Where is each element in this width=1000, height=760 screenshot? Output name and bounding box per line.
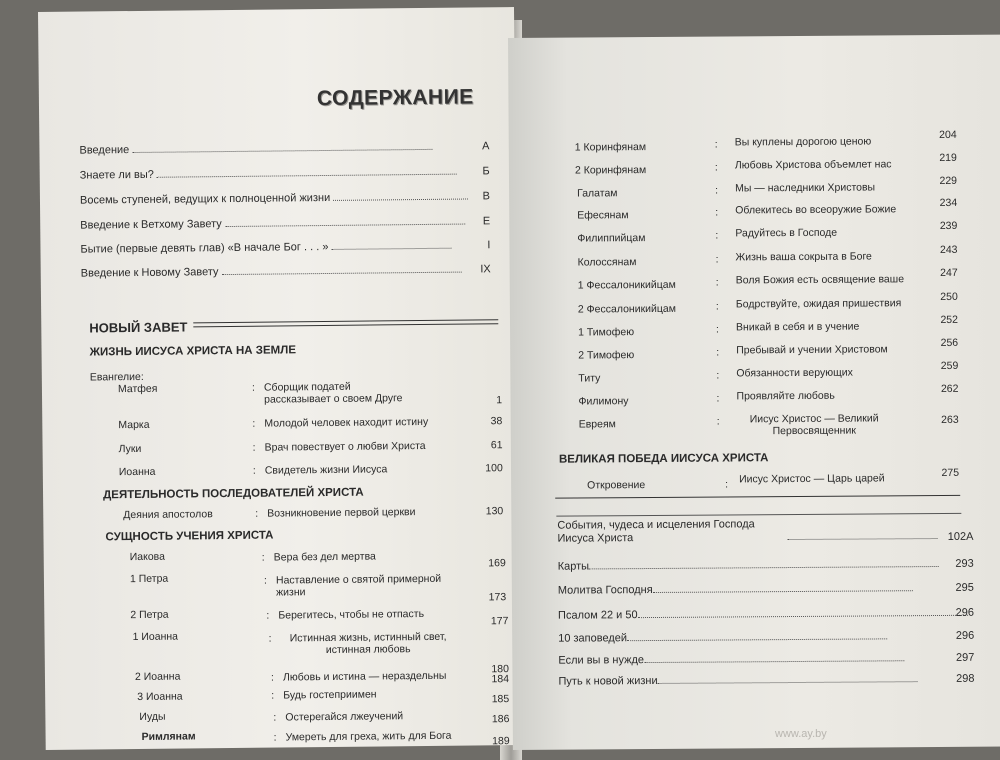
section-heading: ВЕЛИКАЯ ПОБЕДА ИИСУСА ХРИСТА <box>558 452 769 466</box>
page-number: 247 <box>940 266 958 279</box>
book-name: Галатам <box>577 187 618 200</box>
watermark: www.ay.by <box>775 728 827 740</box>
page-number: 38 <box>490 415 503 428</box>
colon: : <box>716 346 720 359</box>
leader-dots <box>638 615 968 618</box>
section-heading: ДЕЯТЕЛЬНОСТЬ ПОСЛЕДОВАТЕЛЕЙ ХРИСТА <box>103 486 364 502</box>
page-number: 234 <box>939 196 958 209</box>
book-name: Откровение <box>587 479 646 492</box>
book-name: Колоссянам <box>577 256 637 269</box>
book-name: 2 Тимофею <box>578 349 635 362</box>
chapter-title: Проявляйте любовь <box>736 389 835 403</box>
chapter-title: Обязанности верующих <box>736 366 853 380</box>
intro-item: Введение к Ветхому Завету Е <box>80 215 491 232</box>
colon: : <box>252 417 256 430</box>
intro-item: Знаете ли вы? Б <box>79 165 490 182</box>
gospels-label: Евангелие: <box>89 370 144 384</box>
chapter-title: Иисус Христос — Царь царей <box>739 472 885 486</box>
chapter-title: Будь гостеприимен <box>283 688 377 702</box>
chapter-title: Сборщик податей рассказывает о своем Друге <box>263 380 403 406</box>
colon: : <box>725 478 729 491</box>
page-number: 295 <box>955 581 974 594</box>
book-name: Марка <box>118 418 150 432</box>
page-number: 189 <box>492 735 510 748</box>
right-page <box>508 35 1000 750</box>
extras-item <box>558 607 974 622</box>
leader-dots <box>331 248 451 250</box>
book-name: Титу <box>578 372 601 385</box>
leader-dots <box>157 174 457 178</box>
colon: : <box>261 551 265 564</box>
page-number: 275 <box>941 466 960 479</box>
book-name: Филиппийцам <box>577 232 646 245</box>
intro-item: Введение A <box>79 140 490 157</box>
chapter-title: Свидетель жизни Иисуса <box>264 463 388 477</box>
extras-label: Псалом 22 и 50 <box>557 609 638 622</box>
page-number: 185 <box>491 693 510 706</box>
page-number: 263 <box>941 413 959 426</box>
page-number: 296 <box>955 606 975 619</box>
chapter-title: Воля Божия есть освящение ваше <box>735 273 905 287</box>
book-name: 1 Фессалоникийцам <box>577 278 676 292</box>
intro-item: Бытие (первые девять глав) «В начале Бог . . . » I <box>80 239 491 256</box>
chapter-title: Бодрствуйте, ожидая пришествия <box>735 297 902 311</box>
book-name: 1 Иоанна <box>132 630 179 644</box>
page-number: 184 <box>491 673 510 686</box>
book-name: 3 Иоанна <box>137 690 183 703</box>
section-heading: ЖИЗНЬ ИИСУСА ХРИСТА НА ЗЕМЛЕ <box>89 344 297 359</box>
colon: : <box>273 731 277 744</box>
section-rule <box>555 495 960 499</box>
leader-dots <box>132 149 432 153</box>
colon: : <box>252 441 256 454</box>
chapter-title: Берегитесь, чтобы не отпасть <box>278 607 425 622</box>
book-name: Деяния апостолов <box>123 508 213 522</box>
leader-dots <box>653 590 913 593</box>
chapter-title: Наставление о святой примерной жизни <box>275 572 442 599</box>
chapter-title: Облекитесь во всеоружие Божие <box>735 203 897 217</box>
chapter-title: Возникновение первой церкви <box>267 506 416 520</box>
book-name: 1 Коринфянам <box>574 141 647 154</box>
colon: : <box>715 229 719 242</box>
section-heading: СУЩНОСТЬ УЧЕНИЯ ХРИСТА <box>105 529 274 544</box>
leader-dots <box>644 660 904 663</box>
colon: : <box>715 253 719 266</box>
colon: : <box>255 507 259 520</box>
colon: : <box>716 415 720 428</box>
page-number: 243 <box>939 243 958 256</box>
page-number: 293 <box>955 557 974 570</box>
leader-dots <box>333 199 468 201</box>
colon: : <box>716 369 720 382</box>
book-name: 2 Петра <box>130 608 169 622</box>
colon: : <box>714 138 718 151</box>
page-number: 169 <box>488 557 506 570</box>
colon: : <box>716 392 720 405</box>
colon: : <box>715 184 719 197</box>
leader-dots <box>788 538 938 540</box>
leader-dots <box>589 566 939 569</box>
chapter-title: Мы — наследники Христовы <box>735 181 876 195</box>
colon: : <box>252 464 256 477</box>
book-name: 1 Тимофею <box>578 326 635 339</box>
contents-title: СОДЕРЖАНИЕ <box>316 85 474 111</box>
page-number: 259 <box>940 359 959 372</box>
page-number: 252 <box>940 313 959 326</box>
colon: : <box>270 671 274 684</box>
page-number: 102А <box>947 530 974 543</box>
page-number: 256 <box>940 336 959 349</box>
colon: : <box>714 161 718 174</box>
book-name: 1 Петра <box>129 572 169 586</box>
book-name: Иуды <box>139 710 166 723</box>
chapter-title: Вникай в себя и в учение <box>735 320 860 334</box>
extras-label: Путь к новой жизни <box>558 674 658 688</box>
book-name: Римлянам <box>141 730 196 743</box>
extras-item <box>558 652 974 667</box>
book-name: Луки <box>118 442 142 456</box>
page-number: 262 <box>940 382 959 395</box>
extras-item <box>557 517 973 546</box>
colon: : <box>263 574 267 587</box>
page-number: 173 <box>488 591 507 604</box>
extras-label: События, чудеса и исцеления Господа Иисуса Христа <box>557 518 755 545</box>
book-name: Ефесянам <box>577 209 629 222</box>
chapter-title: Врач повествует о любви Христа <box>264 439 426 454</box>
book-name: Иакова <box>129 550 166 564</box>
section-rule <box>193 319 498 327</box>
page-number: 130 <box>485 505 504 518</box>
extras-item <box>558 582 974 597</box>
extras-label: Молитва Господня <box>557 584 653 597</box>
chapter-title: Вы куплены дорогою ценою <box>734 135 872 149</box>
extras-item <box>558 630 974 645</box>
chapter-title: Вера без дел мертва <box>273 550 376 564</box>
colon: : <box>266 609 270 622</box>
leader-dots <box>627 638 887 641</box>
extras-label: Если вы в нужде <box>558 654 645 667</box>
chapter-title: Умереть для греха, жить для Бога <box>285 729 452 744</box>
intro-item: Восемь ступеней, ведущих к полноценной жизни В <box>79 190 491 207</box>
epistles-list <box>508 35 1000 438</box>
page-number: 180 <box>491 663 509 676</box>
section-heading: НОВЫЙ ЗАВЕТ <box>89 319 188 336</box>
page-number: 1 <box>496 394 503 407</box>
colon: : <box>268 632 272 645</box>
page-number: 204 <box>939 128 957 141</box>
page-number: 239 <box>939 219 958 232</box>
page-number: 100 <box>485 462 503 475</box>
colon: : <box>715 300 719 313</box>
colon: : <box>271 689 275 702</box>
chapter-title: Истинная жизнь, истинный свет, истинная любовь <box>289 630 447 657</box>
page-number: 250 <box>940 290 958 303</box>
colon: : <box>251 381 255 394</box>
leader-dots <box>658 681 918 684</box>
page-number: 298 <box>956 672 975 685</box>
page-number: 177 <box>490 615 509 628</box>
book-name: 2 Фессалоникийцам <box>577 302 677 316</box>
page-number: 297 <box>955 651 975 664</box>
page-number: 219 <box>939 151 957 164</box>
colon: : <box>273 711 277 724</box>
leader-dots <box>222 272 462 276</box>
page-number: 296 <box>955 629 975 642</box>
page-number: 186 <box>491 713 510 726</box>
book-name: Евреям <box>578 418 616 431</box>
chapter-title: Любовь Христова объемлет нас <box>734 158 892 172</box>
chapter-title: Иисус Христос — Великий Первосвященник <box>749 412 879 438</box>
book-name: Иоанна <box>118 465 156 479</box>
colon: : <box>715 323 720 336</box>
colon: : <box>715 276 719 289</box>
extras-item <box>558 673 974 688</box>
intro-item: Введение к Новому Завету IX <box>80 263 491 280</box>
left-page <box>38 7 522 750</box>
book-name: 2 Иоанна <box>134 670 181 684</box>
chapter-title: Остерегайся лжеучений <box>285 710 404 724</box>
leader-dots <box>225 224 465 228</box>
chapter-title: Радуйтесь в Господе <box>735 226 838 240</box>
chapter-title: Пребывай и учении Христовом <box>736 343 888 357</box>
extras-label: 10 заповедей <box>558 632 628 645</box>
page-number: 229 <box>939 174 958 187</box>
colon: : <box>715 206 719 219</box>
chapter-title: Любовь и истина — нераздельны <box>282 669 447 684</box>
extras-item <box>558 558 974 573</box>
page-number: 61 <box>490 439 503 452</box>
chapter-title: Молодой человек находит истину <box>264 415 429 430</box>
book-name: Матфея <box>117 382 158 396</box>
extras-label: Карты <box>557 560 590 573</box>
chapter-title: Жизнь ваша сокрыта в Боге <box>735 250 872 264</box>
book-name: 2 Коринфянам <box>574 164 647 177</box>
book-name: Филимону <box>578 395 629 408</box>
